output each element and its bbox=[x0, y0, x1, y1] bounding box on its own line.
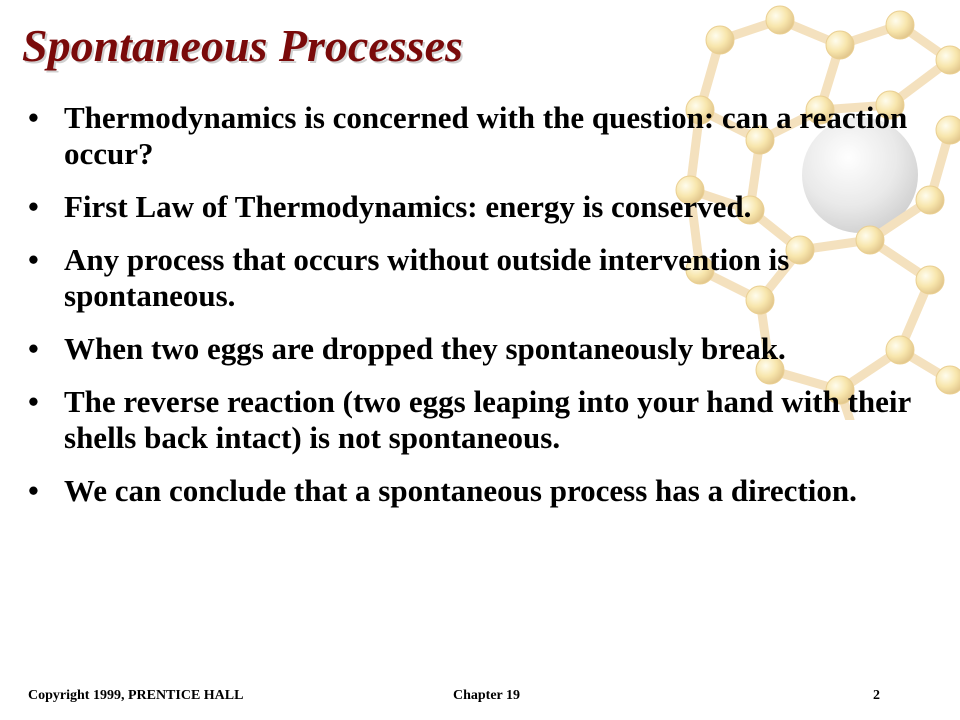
bullet-item bbox=[28, 100, 928, 172]
bullet-item bbox=[28, 242, 928, 314]
bullet-text: First Law of Thermodynamics: energy is conserved. bbox=[64, 189, 752, 224]
bullet-item bbox=[28, 473, 928, 509]
copyright-notice: Copyright 1999, PRENTICE HALL bbox=[28, 688, 244, 703]
bullet-item bbox=[28, 189, 928, 225]
bullet-icon: • bbox=[28, 100, 39, 135]
bullet-list bbox=[28, 100, 928, 526]
bullet-item bbox=[28, 384, 928, 456]
bullet-text: When two eggs are dropped they spontaneously break. bbox=[64, 331, 786, 366]
bullet-icon: • bbox=[28, 189, 39, 224]
bullet-icon: • bbox=[28, 384, 39, 419]
bullet-item bbox=[28, 331, 928, 367]
page-number: 2 bbox=[873, 688, 880, 703]
slide-title: Spontaneous Processes bbox=[22, 20, 463, 71]
bullet-icon: • bbox=[28, 473, 39, 508]
chapter-label: Chapter 19 bbox=[453, 688, 521, 703]
slide-footer bbox=[28, 688, 880, 708]
bullet-icon: • bbox=[28, 331, 39, 366]
bullet-text: Any process that occurs without outside intervention is spontaneous. bbox=[64, 242, 790, 313]
bullet-icon: • bbox=[28, 242, 39, 277]
bullet-text: We can conclude that a spontaneous process has a direction. bbox=[64, 473, 857, 508]
bullet-text: Thermodynamics is concerned with the question: can a reaction occur? bbox=[64, 100, 908, 171]
bullet-text: The reverse reaction (two eggs leaping into your hand with their shells back intact) is not spontaneous. bbox=[64, 384, 911, 455]
